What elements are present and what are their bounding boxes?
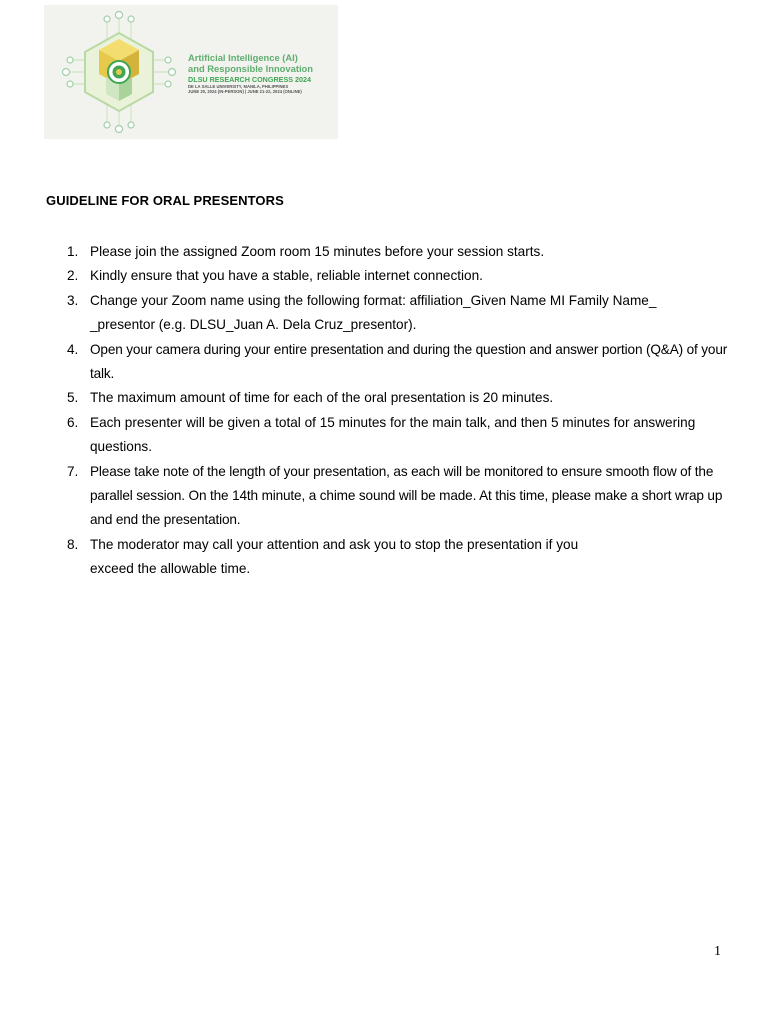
banner-venue: DE LA SALLE UNIVERSITY, MANILA, PHILIPPINES: [188, 84, 289, 89]
banner-text-block: [188, 52, 336, 94]
page-number: 1: [714, 944, 721, 959]
list-item-text-continued: exceed the allowable time.: [90, 561, 251, 577]
list-item: [46, 460, 736, 533]
list-item-text: The maximum amount of time for each of the oral presentation is 20 minutes.: [90, 390, 554, 406]
list-item-number: 8.: [67, 536, 79, 552]
list-item-number: 5.: [67, 390, 79, 406]
list-item-number: 1.: [67, 244, 79, 259]
banner-title-line2: and Responsible Innovation: [188, 63, 314, 74]
list-item-number: 7.: [67, 463, 79, 479]
list-item-text: Please join the assigned Zoom room 15 minutes before your session starts.: [90, 244, 545, 259]
list-item-number: 6.: [67, 414, 79, 430]
list-item-text: Each presenter will be given a total of 15 minutes for the main talk, and then 5 minutes for answering questions.: [90, 414, 696, 455]
list-item-text: Please take note of the length of your presentation, as each will be monitored to ensure smooth flow of the parallel session. On the 14th minute, a chime sound will be made. At this time, please make a short wrap up and end the presentation.: [90, 463, 723, 528]
list-item: [46, 533, 736, 582]
list-item-text: Kindly ensure that you have a stable, reliable internet connection.: [90, 268, 483, 284]
conference-banner: [44, 5, 338, 139]
list-item: [46, 289, 736, 338]
list-item: [46, 411, 736, 460]
list-item: [46, 386, 736, 410]
page-heading: GUIDELINE FOR ORAL PRESENTORS: [46, 193, 284, 208]
list-item-number: 4.: [67, 341, 79, 357]
list-item-number: 2.: [67, 268, 79, 284]
list-item-number: 3.: [67, 292, 79, 308]
list-item-text: Open your camera during your entire presentation and during the question and answer portion (Q&A) of your talk.: [90, 341, 728, 382]
banner-dates: JUNE 20, 2024 (IN-PERSON) | JUNE 21-22, 2024 (ONLINE): [188, 89, 302, 94]
guideline-list: [46, 240, 736, 582]
list-item: [46, 264, 736, 288]
list-item-text: The moderator may call your attention and ask you to stop the presentation if you: [90, 536, 579, 552]
conference-logo-graphic: [44, 5, 194, 139]
list-item: [46, 338, 736, 387]
list-item: [46, 240, 736, 264]
banner-title-line1: Artificial Intelligence (AI): [188, 52, 298, 63]
banner-congress-name: DLSU RESEARCH CONGRESS 2024: [188, 75, 312, 84]
list-item-text: Change your Zoom name using the following format: affiliation_Given Name MI Family Name_ _presentor (e.g. DLSU_Juan A. Dela Cruz_presentor).: [90, 292, 657, 333]
